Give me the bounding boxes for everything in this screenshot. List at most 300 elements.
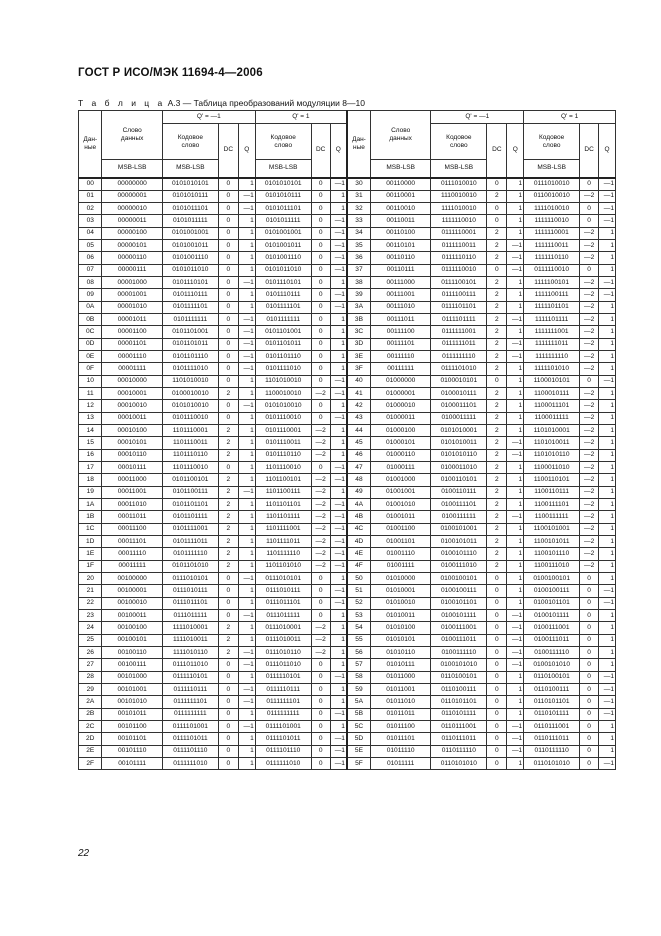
q-cell: 1 xyxy=(507,190,524,202)
data-word-cell: 00101010 xyxy=(102,696,162,708)
q-cell: 1 xyxy=(330,400,347,412)
code-word-cell: 1101111001 xyxy=(255,523,311,535)
dc-cell: —2 xyxy=(311,437,330,449)
code-word-cell: 1100011111 xyxy=(524,412,580,424)
dc-cell: 0 xyxy=(580,708,599,720)
header-dc: DC xyxy=(487,124,507,178)
q-cell: —1 xyxy=(507,252,524,264)
dc-cell: 0 xyxy=(487,696,507,708)
data-hex-cell: 10 xyxy=(79,375,102,387)
code-word-cell: 0110101111 xyxy=(431,708,487,720)
conversion-table xyxy=(78,110,616,770)
dc-cell: 0 xyxy=(218,252,238,264)
dc-cell: 0 xyxy=(311,338,330,350)
data-hex-cell: 3B xyxy=(347,314,370,326)
dc-cell: 2 xyxy=(487,301,507,313)
dc-cell: 0 xyxy=(311,400,330,412)
dc-cell: 0 xyxy=(218,375,238,387)
data-word-cell: 00110000 xyxy=(370,178,430,191)
code-word-cell: 0111111001 xyxy=(431,326,487,338)
q-cell: —1 xyxy=(330,252,347,264)
dc-cell: 0 xyxy=(580,634,599,646)
table-row xyxy=(79,351,616,363)
q-cell: 1 xyxy=(507,585,524,597)
q-cell: —1 xyxy=(330,708,347,720)
code-word-cell: 1111111001 xyxy=(524,326,580,338)
dc-cell: 0 xyxy=(218,696,238,708)
data-hex-cell: 5F xyxy=(347,757,370,769)
q-cell: 1 xyxy=(507,573,524,585)
q-cell: —1 xyxy=(330,757,347,769)
data-hex-cell: 12 xyxy=(79,400,102,412)
data-hex-cell: 5E xyxy=(347,745,370,757)
code-word-cell: 0100111011 xyxy=(431,634,487,646)
q-cell: 1 xyxy=(599,301,616,313)
data-hex-cell: 0A xyxy=(79,301,102,313)
code-word-cell: 0111111110 xyxy=(431,351,487,363)
code-word-cell: 1111101111 xyxy=(524,314,580,326)
dc-cell: 0 xyxy=(311,683,330,695)
dc-cell: —2 xyxy=(580,462,599,474)
data-hex-cell: 0D xyxy=(79,338,102,350)
q-cell: 1 xyxy=(599,745,616,757)
dc-cell: 2 xyxy=(487,388,507,400)
q-cell: —1 xyxy=(330,511,347,523)
data-word-cell: 00111111 xyxy=(370,363,430,375)
dc-cell: —2 xyxy=(580,326,599,338)
q-cell: —1 xyxy=(507,314,524,326)
table-row xyxy=(79,388,616,400)
data-word-cell: 00000001 xyxy=(102,190,162,202)
dc-cell: 2 xyxy=(487,227,507,239)
dc-cell: 0 xyxy=(218,757,238,769)
code-word-cell: 0101010101 xyxy=(162,178,218,191)
data-word-cell: 00110011 xyxy=(370,215,430,227)
q-cell: —1 xyxy=(238,203,255,215)
q-cell: 1 xyxy=(330,363,347,375)
code-word-cell: 1100010010 xyxy=(255,388,311,400)
q-cell: 1 xyxy=(330,277,347,289)
code-word-cell: 0111111010 xyxy=(162,757,218,769)
q-cell: 1 xyxy=(238,412,255,424)
q-cell: —1 xyxy=(599,215,616,227)
data-hex-cell: 50 xyxy=(347,573,370,585)
code-word-cell: 0101111101 xyxy=(162,301,218,313)
code-word-cell: 0101101001 xyxy=(255,326,311,338)
q-cell: 1 xyxy=(599,536,616,548)
q-cell: 1 xyxy=(507,474,524,486)
code-word-cell: 1101010011 xyxy=(524,437,580,449)
table-row xyxy=(79,190,616,202)
dc-cell: 0 xyxy=(218,289,238,301)
code-word-cell: 0111111101 xyxy=(162,696,218,708)
q-cell: 1 xyxy=(507,560,524,572)
data-hex-cell: 43 xyxy=(347,412,370,424)
data-hex-cell: 54 xyxy=(347,622,370,634)
data-hex-cell: 51 xyxy=(347,585,370,597)
dc-cell: —2 xyxy=(311,548,330,560)
data-hex-cell: 38 xyxy=(347,277,370,289)
dc-cell: 2 xyxy=(487,560,507,572)
table-row xyxy=(79,696,616,708)
code-word-cell: 0101110101 xyxy=(162,277,218,289)
dc-cell: 0 xyxy=(580,683,599,695)
data-hex-cell: 16 xyxy=(79,449,102,461)
code-word-cell: 0111111111 xyxy=(162,708,218,720)
data-word-cell: 01010000 xyxy=(370,573,430,585)
data-hex-cell: 4C xyxy=(347,523,370,535)
code-word-cell: 0101011101 xyxy=(255,203,311,215)
code-word-cell: 0111101010 xyxy=(431,363,487,375)
data-hex-cell: 56 xyxy=(347,646,370,658)
code-word-cell: 0101010001 xyxy=(431,425,487,437)
code-word-cell: 1100111111 xyxy=(524,511,580,523)
data-hex-cell: 39 xyxy=(347,289,370,301)
data-word-cell: 01011110 xyxy=(370,745,430,757)
dc-cell: 0 xyxy=(487,215,507,227)
q-cell: —1 xyxy=(599,178,616,191)
dc-cell: 2 xyxy=(487,289,507,301)
dc-cell: —2 xyxy=(580,252,599,264)
code-word-cell: 0100101111 xyxy=(431,609,487,621)
q-cell: 1 xyxy=(599,449,616,461)
data-word-cell: 00010110 xyxy=(102,449,162,461)
table-row xyxy=(79,375,616,387)
dc-cell: 2 xyxy=(487,363,507,375)
dc-cell: 0 xyxy=(218,708,238,720)
dc-cell: —2 xyxy=(580,560,599,572)
data-hex-cell: 52 xyxy=(347,597,370,609)
data-hex-cell: 53 xyxy=(347,609,370,621)
table-row xyxy=(79,425,616,437)
q-cell: 1 xyxy=(507,462,524,474)
code-word-cell: 0111100101 xyxy=(431,277,487,289)
q-cell: —1 xyxy=(330,523,347,535)
dc-cell: 0 xyxy=(218,683,238,695)
data-hex-cell: 02 xyxy=(79,203,102,215)
code-word-cell: 0100111101 xyxy=(431,499,487,511)
data-word-cell: 00100011 xyxy=(102,609,162,621)
data-word-cell: 01000101 xyxy=(370,437,430,449)
data-word-cell: 00000110 xyxy=(102,252,162,264)
code-word-cell: 0111101011 xyxy=(255,733,311,745)
table-row xyxy=(79,301,616,313)
dc-cell: 2 xyxy=(487,462,507,474)
data-word-cell: 01010101 xyxy=(370,634,430,646)
dc-cell: —2 xyxy=(311,622,330,634)
data-hex-cell: 06 xyxy=(79,252,102,264)
q-cell: —1 xyxy=(507,733,524,745)
data-word-cell: 00010001 xyxy=(102,388,162,400)
q-cell: —1 xyxy=(238,609,255,621)
data-word-cell: 01001001 xyxy=(370,486,430,498)
code-word-cell: 1111110011 xyxy=(524,240,580,252)
data-word-cell: 00000000 xyxy=(102,178,162,191)
code-word-cell: 0111111101 xyxy=(255,696,311,708)
dc-cell: 2 xyxy=(487,523,507,535)
code-word-cell: 0100101010 xyxy=(431,659,487,671)
data-word-cell: 00111100 xyxy=(370,326,430,338)
table-row xyxy=(79,227,616,239)
code-word-cell: 0101111111 xyxy=(162,314,218,326)
q-cell: 1 xyxy=(599,252,616,264)
q-cell: 1 xyxy=(507,375,524,387)
dc-cell: 2 xyxy=(487,437,507,449)
dc-cell: 0 xyxy=(218,277,238,289)
data-hex-cell: 35 xyxy=(347,240,370,252)
dc-cell: 0 xyxy=(311,757,330,769)
dc-cell: 0 xyxy=(218,412,238,424)
data-hex-cell: 28 xyxy=(79,671,102,683)
q-cell: 1 xyxy=(599,720,616,732)
code-word-cell: 0100100111 xyxy=(431,585,487,597)
dc-cell: 0 xyxy=(311,190,330,202)
dc-cell: 0 xyxy=(218,227,238,239)
q-cell: —1 xyxy=(330,227,347,239)
code-word-cell: 0100010111 xyxy=(431,388,487,400)
q-cell: 1 xyxy=(599,326,616,338)
data-word-cell: 00111110 xyxy=(370,351,430,363)
code-word-cell: 1101101111 xyxy=(255,511,311,523)
q-cell: 1 xyxy=(599,363,616,375)
data-word-cell: 00011001 xyxy=(102,486,162,498)
dc-cell: 0 xyxy=(580,573,599,585)
dc-cell: 2 xyxy=(218,511,238,523)
q-cell: 1 xyxy=(330,190,347,202)
data-word-cell: 01011101 xyxy=(370,733,430,745)
code-word-cell: 1101010010 xyxy=(162,375,218,387)
code-word-cell: 1101110010 xyxy=(162,462,218,474)
q-cell: 1 xyxy=(330,326,347,338)
data-hex-cell: 27 xyxy=(79,659,102,671)
code-word-cell: 1111100101 xyxy=(524,277,580,289)
q-cell: 1 xyxy=(507,548,524,560)
q-cell: —1 xyxy=(599,585,616,597)
header-dc: DC xyxy=(311,124,330,178)
q-cell: 1 xyxy=(599,548,616,560)
code-word-cell: 1101111011 xyxy=(255,536,311,548)
q-cell: 1 xyxy=(238,622,255,634)
dc-cell: 0 xyxy=(580,375,599,387)
table-row xyxy=(79,326,616,338)
data-word-cell: 00100001 xyxy=(102,585,162,597)
q-cell: 1 xyxy=(599,462,616,474)
code-word-cell: 0111111011 xyxy=(431,338,487,350)
q-cell: 1 xyxy=(599,560,616,572)
code-word-cell: 0111011010 xyxy=(255,659,311,671)
dc-cell: 0 xyxy=(218,178,238,191)
q-cell: —1 xyxy=(599,683,616,695)
code-word-cell: 0111111010 xyxy=(255,757,311,769)
code-word-cell: 0101001011 xyxy=(255,240,311,252)
data-hex-cell: 1E xyxy=(79,548,102,560)
dc-cell: 2 xyxy=(218,646,238,658)
code-word-cell: 0101010110 xyxy=(431,449,487,461)
q-cell: —1 xyxy=(507,437,524,449)
data-hex-cell: 57 xyxy=(347,659,370,671)
table-row xyxy=(79,659,616,671)
table-row xyxy=(79,708,616,720)
data-word-cell: 01010011 xyxy=(370,609,430,621)
data-word-cell: 01010010 xyxy=(370,597,430,609)
dc-cell: 2 xyxy=(487,449,507,461)
table-row xyxy=(79,412,616,424)
data-word-cell: 01010001 xyxy=(370,585,430,597)
dc-cell: 2 xyxy=(218,449,238,461)
q-cell: 1 xyxy=(330,683,347,695)
dc-cell: 0 xyxy=(311,708,330,720)
dc-cell: —2 xyxy=(580,474,599,486)
code-word-cell: 0101011111 xyxy=(162,215,218,227)
data-word-cell: 00011101 xyxy=(102,536,162,548)
data-hex-cell: 01 xyxy=(79,190,102,202)
dc-cell: 0 xyxy=(311,351,330,363)
q-cell: 1 xyxy=(599,425,616,437)
dc-cell: 2 xyxy=(218,499,238,511)
q-cell: 1 xyxy=(238,757,255,769)
data-word-cell: 00110010 xyxy=(370,203,430,215)
code-word-cell: 0100101010 xyxy=(524,659,580,671)
q-cell: 1 xyxy=(507,326,524,338)
data-hex-cell: 58 xyxy=(347,671,370,683)
code-word-cell: 0111110001 xyxy=(431,227,487,239)
dc-cell: —2 xyxy=(580,277,599,289)
q-cell: —1 xyxy=(330,388,347,400)
header-dc: DC xyxy=(218,124,238,178)
data-word-cell: 01000000 xyxy=(370,375,430,387)
code-word-cell: 0101101011 xyxy=(255,338,311,350)
q-cell: —1 xyxy=(238,326,255,338)
dc-cell: —2 xyxy=(580,301,599,313)
q-cell: —1 xyxy=(238,363,255,375)
data-hex-cell: 29 xyxy=(79,683,102,695)
q-cell: 1 xyxy=(599,388,616,400)
data-word-cell: 00011111 xyxy=(102,560,162,572)
data-word-cell: 00011010 xyxy=(102,499,162,511)
table-row xyxy=(79,597,616,609)
header-data-right: Дан- ные xyxy=(347,111,370,178)
q-cell: —1 xyxy=(238,696,255,708)
q-cell: 1 xyxy=(599,634,616,646)
q-cell: 1 xyxy=(238,733,255,745)
q-cell: 1 xyxy=(330,622,347,634)
data-hex-cell: 36 xyxy=(347,252,370,264)
table-row xyxy=(79,511,616,523)
code-word-cell: 0111101110 xyxy=(162,745,218,757)
dc-cell: 0 xyxy=(218,745,238,757)
q-cell: —1 xyxy=(238,400,255,412)
q-cell: —1 xyxy=(238,659,255,671)
code-word-cell: 0101110110 xyxy=(255,449,311,461)
data-hex-cell: 49 xyxy=(347,486,370,498)
code-word-cell: 0110010010 xyxy=(524,190,580,202)
data-hex-cell: 03 xyxy=(79,215,102,227)
q-cell: 1 xyxy=(238,375,255,387)
data-word-cell: 00010100 xyxy=(102,425,162,437)
data-hex-cell: 08 xyxy=(79,277,102,289)
data-hex-cell: 18 xyxy=(79,474,102,486)
data-hex-cell: 45 xyxy=(347,437,370,449)
code-word-cell: 0101001001 xyxy=(162,227,218,239)
data-word-cell: 00010111 xyxy=(102,462,162,474)
dc-cell: —2 xyxy=(580,536,599,548)
data-hex-cell: 11 xyxy=(79,388,102,400)
table-row xyxy=(79,720,616,732)
code-word-cell: 0111110111 xyxy=(162,683,218,695)
q-cell: 1 xyxy=(238,301,255,313)
dc-cell: 2 xyxy=(218,548,238,560)
code-word-cell: 1111010010 xyxy=(431,203,487,215)
data-word-cell: 00111000 xyxy=(370,277,430,289)
data-hex-cell: 5C xyxy=(347,720,370,732)
data-word-cell: 00110100 xyxy=(370,227,430,239)
code-word-cell: 0101001110 xyxy=(255,252,311,264)
q-cell: —1 xyxy=(238,190,255,202)
q-cell: 1 xyxy=(238,708,255,720)
q-cell: 1 xyxy=(507,277,524,289)
dc-cell: 0 xyxy=(580,178,599,191)
data-word-cell: 01011001 xyxy=(370,683,430,695)
code-word-cell: 0101110011 xyxy=(255,437,311,449)
header-q: Q xyxy=(238,124,255,178)
code-word-cell: 0110100101 xyxy=(431,671,487,683)
dc-cell: 2 xyxy=(218,437,238,449)
dc-cell: 0 xyxy=(311,215,330,227)
data-word-cell: 01000100 xyxy=(370,425,430,437)
code-word-cell: 1110010010 xyxy=(431,190,487,202)
code-word-cell: 0100100101 xyxy=(524,573,580,585)
q-cell: 1 xyxy=(330,646,347,658)
dc-cell: 2 xyxy=(487,474,507,486)
data-hex-cell: 47 xyxy=(347,462,370,474)
dc-cell: —2 xyxy=(580,425,599,437)
header-msb-lsb: MSB-LSB xyxy=(102,160,162,178)
dc-cell: 0 xyxy=(580,622,599,634)
q-cell: 1 xyxy=(507,757,524,769)
data-hex-cell: 2B xyxy=(79,708,102,720)
code-word-cell: 1111101010 xyxy=(524,363,580,375)
q-cell: —1 xyxy=(507,449,524,461)
q-cell: 1 xyxy=(238,548,255,560)
q-cell: —1 xyxy=(599,190,616,202)
dc-cell: —2 xyxy=(580,486,599,498)
dc-cell: 0 xyxy=(487,609,507,621)
code-word-cell: 0111010010 xyxy=(431,178,487,191)
dc-cell: —2 xyxy=(580,338,599,350)
code-word-cell: 0110100101 xyxy=(524,671,580,683)
table-row xyxy=(79,634,616,646)
data-hex-cell: 05 xyxy=(79,240,102,252)
dc-cell: —2 xyxy=(580,314,599,326)
data-word-cell: 00011100 xyxy=(102,523,162,535)
dc-cell: 0 xyxy=(487,622,507,634)
code-word-cell: 0101110010 xyxy=(255,412,311,424)
q-cell: 1 xyxy=(330,696,347,708)
code-word-cell: 0101010011 xyxy=(431,437,487,449)
dc-cell: 2 xyxy=(487,548,507,560)
data-word-cell: 00100110 xyxy=(102,646,162,658)
q-cell: —1 xyxy=(238,351,255,363)
dc-cell: 0 xyxy=(487,597,507,609)
dc-cell: 2 xyxy=(218,523,238,535)
code-word-cell: 1111101101 xyxy=(524,301,580,313)
dc-cell: —2 xyxy=(580,523,599,535)
dc-cell: —2 xyxy=(580,548,599,560)
dc-cell: 0 xyxy=(487,585,507,597)
caption-prefix: Т а б л и ц а xyxy=(78,98,166,108)
dc-cell: —2 xyxy=(311,499,330,511)
q-cell: —1 xyxy=(238,646,255,658)
